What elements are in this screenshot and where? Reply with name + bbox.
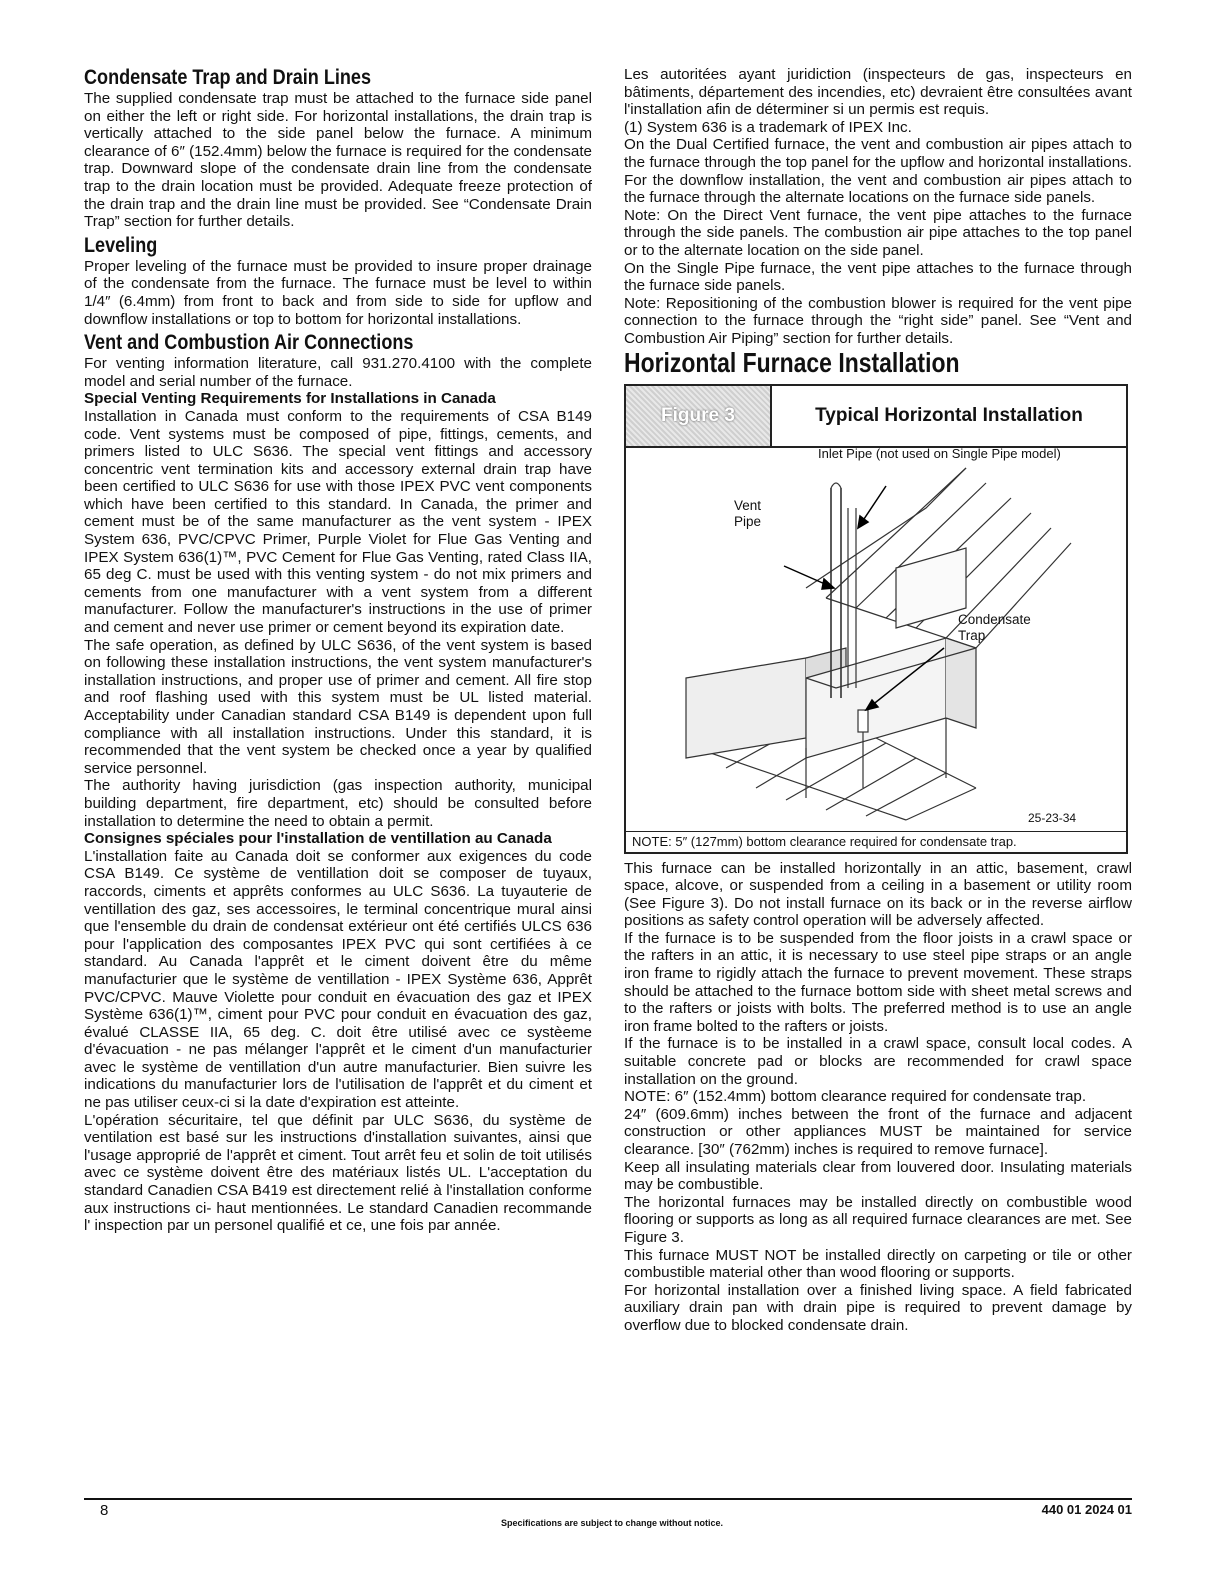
paragraph-horizontal-5: 24″ (609.6mm) inches between the front of the furnace and adjacent construction or other appliances MUST be maintained for service clearance. [30″ (762mm) inches is required to remove furnace]. <box>624 1105 1132 1158</box>
paragraph-french-3: Les autoritées ayant juridiction (inspecteurs de gas, inspecteurs en bâtiments, département des incendies, etc) devraient être consultées avant l'installation afin de déterminer si un permis est requis. <box>624 66 1132 119</box>
paragraph-horizontal-3: If the furnace is to be installed in a crawl space, consult local codes. A suitable concrete pad or blocks are recommended for crawl space installation on the ground. <box>624 1035 1132 1088</box>
paragraph-horizontal-7: The horizontal furnaces may be installed directly on combustible wood flooring or supports as long as all required furnace clearances are met. See Figure 3. <box>624 1193 1132 1246</box>
figure-header <box>626 386 1126 448</box>
figure-code: 25-23-34 <box>1028 810 1077 825</box>
paragraph-horizontal-6: Keep all insulating materials clear from louvered door. Insulating materials may be combustible. <box>624 1158 1132 1194</box>
paragraph-dual-certified: On the Dual Certified furnace, the vent and combustion air pipes attach to the furnace through the top panel for the upflow and horizontal installations. For the downflow installation, the vent and combustion air pipes attach to the furnace through the alternate locations on the furnace side panels. <box>624 136 1132 207</box>
paragraph-direct-vent-note: Note: On the Direct Vent furnace, the vent pipe attaches to the furnace through the side panels. The combustion air pipe attaches to the top panel or to the alternate location on the side panel. <box>624 206 1132 259</box>
heading-horizontal-installation: Horizontal Furnace Installation <box>624 346 960 378</box>
footer-rule <box>84 1498 1132 1500</box>
paragraph-horizontal-2: If the furnace is to be suspended from the floor joists in a crawl space or the rafters in an attic, it is necessary to use steel pipe straps or an angle iron frame to rigidly attach the furnace to prevent movement. These straps should be attached to the furnace bottom side with sheet metal screws and to the rafters or joists with bolts. The preferred method is to use an angle iron frame bolted to the rafters or joists. <box>624 929 1132 1035</box>
label-inlet-pipe: Inlet Pipe (not used on Single Pipe model) <box>818 445 1061 461</box>
figure-illustration <box>626 445 1126 832</box>
heading-condensate-trap: Condensate Trap and Drain Lines <box>84 66 372 89</box>
page-number: 8 <box>100 1502 109 1519</box>
paragraph-horizontal-8: This furnace MUST NOT be installed directly on carpeting or tile or other combustible material other than wood flooring or supports. <box>624 1246 1132 1282</box>
paragraph-single-pipe: On the Single Pipe furnace, the vent pipe attaches to the furnace through the furnace side panels. <box>624 259 1132 295</box>
figure-title: Typical Horizontal Installation <box>815 404 1083 426</box>
paragraph-horizontal-4: NOTE: 6″ (152.4mm) bottom clearance required for condensate trap. <box>624 1088 1087 1106</box>
label-condensate-trap: Condensate Trap <box>958 611 1031 643</box>
paragraph-canada-1: Installation in Canada must conform to the requirements of CSA B149 code. Vent systems must be composed of pipe, fittings, cements, and primers listed to ULC S636. The special vent fittings and accessory concentric vent termination kits and accessory external drain trap have been certified to ULC S636 for use with those IPEX PVC vent components which have been certified to this standard. In Canada, the primer and cement must be of the same manufacturer as the vent system - IPEX System 636, PVC/CPVC Primer, Purple Violet for Flue Gas Venting and IPEX System 636(1)™, PVC Cement for Flue Gas Venting, rated Class IIA, 65 deg C. must be used with this venting system - do not mix primers and cements from one manufacturer with a vent system from a different manufacturer. Follow the manufacturer's instructions in the use of primer and cement and never use primer or cement beyond its expiration date. <box>84 407 592 637</box>
paragraph-blower-note: Note: Repositioning of the combustion blower is required for the vent pipe connection to the furnace through the “right side” panel. See “Vent and Combustion Air Piping” section for further details. <box>624 294 1132 347</box>
subheading-canada-venting: Special Venting Requirements for Installations in Canada <box>84 390 496 408</box>
paragraph-french-2: L'opération sécuritaire, tel que définit par ULC S636, du système de ventilation est basé sur les instructions d'installation suivantes, ainsi que l'usage approprié de l'apprêt et ciment. Tout arrêt feu et solin de toit utilisés avec ce système doivent être des matériaux listés UL. L'acceptation du standard Canadien CSA B419 est directement relié à l'installation conforme aux instructions ci- haut mentionnées. Le standard Canadien recommande l' inspection par un personel qualifié et ce, une fois par année. <box>84 1111 592 1235</box>
paragraph-leveling: Proper leveling of the furnace must be provided to insure proper drainage of the condensate from the furnace. The furnace must be level to within 1/4″ (6.4mm) from front to back and from side to side for upflow and downflow installations or top to bottom for horizontal installations. <box>84 257 592 328</box>
paragraph-canada-3: The authority having jurisdiction (gas inspection authority, municipal building department, fire department, etc) should be consulted before installation to determine the need to obtain a permit. <box>84 777 592 830</box>
paragraph-horizontal-1: This furnace can be installed horizontally in an attic, basement, crawl space, alcove, or suspended from a ceiling in a basement or utility room (See Figure 3). Do not install furnace on its back or in the reverse airflow positions as safety control operation will be adversely affected. <box>624 859 1132 930</box>
footer-notice: Specifications are subject to change without notice. <box>500 1518 724 1528</box>
figure-3 <box>624 384 1128 854</box>
heading-vent-combustion: Vent and Combustion Air Connections <box>84 331 414 355</box>
label-vent-pipe: Vent Pipe <box>734 497 762 529</box>
paragraph-venting-info: For venting information literature, call 931.270.4100 with the complete model and serial number of the furnace. <box>84 355 592 390</box>
paragraph-trademark: (1) System 636 is a trademark of IPEX Inc. <box>624 118 912 136</box>
right-column <box>624 66 1132 1335</box>
heading-leveling: Leveling <box>84 233 158 257</box>
document-number: 440 01 2024 01 <box>1041 1502 1132 1517</box>
paragraph-condensate-trap: The supplied condensate trap must be attached to the furnace side panel on either the left or right side. For horizontal installations, the drain trap is vertically attached to the side panel below the furnace. A minimum clearance of 6″ (152.4mm) below the furnace is required for the condensate trap. Downward slope of the condensate drain line from the condensate trap to the drain location must be provided. Adequate freeze protection of the drain trap and the drain line must be provided. See “Condensate Drain Trap” section for further details. <box>84 90 592 231</box>
paragraph-canada-2: The safe operation, as defined by ULC S636, of the vent system is based on following these installation instructions, the vent system manufacturer's installation instructions, and proper use of primer and cement. All fire stop and roof flashing used with this system must be UL listed material. Acceptability under Canadian standard CSA B149 is dependent upon full compliance with all installation instructions. Under this standard, it is recommended that the vent system be checked once a year by qualified service personnel. <box>84 636 592 777</box>
paragraph-horizontal-9: For horizontal installation over a finished living space. A field fabricated auxiliary drain pan with drain pipe is required to prevent damage by overflow due to blocked condensate drain. <box>624 1281 1132 1334</box>
subheading-french: Consignes spéciales pour l'installation de ventillation au Canada <box>84 830 552 848</box>
figure-note: NOTE: 5″ (127mm) bottom clearance required for condensate trap. <box>626 831 1126 852</box>
paragraph-french-1: L'installation faite au Canada doit se conformer aux exigences du code CSA B149. Ce système de ventillation doit se composer de tuyaux, raccords, ciments et apprêts conformes au ULC S636. La tuyauterie de ventillation des gaz, ses accessoires, le terminal concentrique mural ainsi que l'ensemble du drain de condensat extérieur ont été certifiés ULCS 636 pour l'application des composantes IPEX PVC qui sont certifiées à ce standard. Au Canada l'apprêt et le ciment doivent être du même manufacturier que le système de ventillation - IPEX Système 636, Apprêt PVC/CPVC. Mauve Violette pour conduit en évacuation des gaz et IPEX Système 636(1)™, ciment pour PVC pour conduit en évacuation des gaz, évalué CLASSE IIA, 65 deg. C. doit être utilisé avec ce systèeme d'évacuation - ne pas mélanger l'apprêt et le ciment d'un manufacturier avec le système de ventillation d'un autre manufacturier. Bien suivre les indications du manufacturier lors de l'utilisation de l'apprêt et du ciment et ne pas utiliser ceux-ci si la date d'expiration est atteinte. <box>84 847 592 1112</box>
figure-label: Figure 3 <box>626 386 772 446</box>
left-column <box>84 66 592 1235</box>
